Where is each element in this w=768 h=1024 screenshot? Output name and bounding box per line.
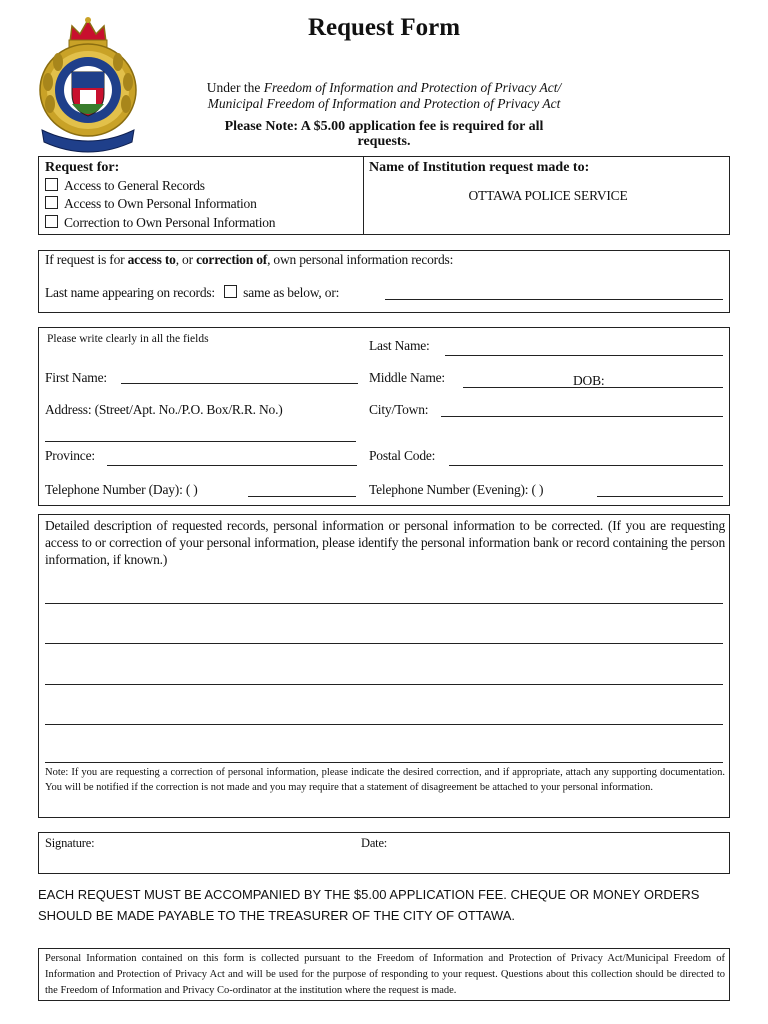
checkbox[interactable] [45,178,58,191]
fee-notice: EACH REQUEST MUST BE ACCOMPANIED BY THE $5.00 APPLICATION FEE. CHEQUE OR MONEY ORDERS SHOULD BE MADE PAYABLE TO THE TREASURER OF THE CITY OF OTTAWA. [38,887,700,923]
own-info-correction: correction of [196,252,268,267]
fee-note [200,119,568,149]
same-as-below-checkbox[interactable] [224,285,237,298]
request-for-heading: Request for: [45,160,120,175]
same-as-below-label: same as below, or: [243,285,340,300]
privacy-notice-section [38,948,730,1001]
option-label: Access to General Records [64,178,205,193]
act-prefix: Under the [206,80,264,95]
request-for-section [38,156,730,235]
own-info-access: access to [127,252,176,267]
write-clearly-instruction: Please write clearly in all the fields [47,333,209,345]
first-name-label: First Name: [45,370,107,385]
fee-note-line-2: requests. [357,134,411,149]
option-label: Access to Own Personal Information [64,196,257,211]
checkbox[interactable] [45,215,58,228]
city-field[interactable] [441,416,723,417]
first-name-field[interactable] [121,383,358,384]
date-label: Date: [361,836,388,850]
description-instructions: Detailed description of requested records, personal information or personal information to be corrected. (If you are requesting access to or correction of your personal information, please identify the personal information bank or record containing the person information, if known.) [45,518,725,567]
telephone-evening-label: Telephone Number (Evening): ( ) [369,482,544,497]
last-name-records-text: Last name appearing on records: [45,285,215,300]
province-field[interactable] [107,465,357,466]
description-line-1[interactable] [45,603,723,604]
description-line-3[interactable] [45,684,723,685]
signature-field[interactable] [109,835,349,871]
postal-code-field[interactable] [449,465,723,466]
page-title: Request Form [307,14,461,41]
telephone-day-label: Telephone Number (Day): ( ) [45,482,198,497]
request-option-own-info[interactable] [45,196,257,212]
postal-code-label: Postal Code: [369,448,436,463]
act-line-2: Municipal Freedom of Information and Protection of Privacy Act [207,96,561,111]
request-option-general[interactable] [45,178,205,194]
institution-value[interactable]: OTTAWA POLICE SERVICE [468,188,628,203]
own-info-section [38,250,730,313]
last-name-label: Last Name: [369,338,430,353]
option-label: Correction to Own Personal Information [64,215,276,230]
own-info-text [45,252,453,268]
last-name-field[interactable] [445,355,723,356]
personal-details-section [38,327,730,506]
act-line-1: Freedom of Information and Protection of Privacy Act/ [263,80,562,95]
own-info-suffix: , own personal information records: [267,252,454,267]
correction-note: Note: If you are requesting a correction of personal information, please indicate the desired correction, and if appropriate, attach any supporting documentation. You will be notified if the correction is not made and you may require that a statement of disagreement be attached to your personal information. [45,767,725,793]
description-line-4[interactable] [45,724,723,725]
description-line-2[interactable] [45,643,723,644]
act-reference [150,80,618,112]
own-info-mid: , or [175,252,197,267]
institution-heading: Name of Institution request made to: [369,160,590,175]
description-line-5[interactable] [45,762,723,763]
dob-label: DOB: [573,373,605,388]
province-label: Province: [45,448,95,463]
signature-section [38,832,730,874]
checkbox[interactable] [45,196,58,209]
description-section [38,514,730,818]
own-info-prefix: If request is for [45,252,128,267]
fee-note-line-1: Please Note: A $5.00 application fee is required for all [224,119,544,134]
privacy-notice: Personal Information contained on this form is collected pursuant to the Freedom of Information and Protection of Privacy Act/Municipal Freedom of Information and Protection of Privacy Act and will be used for the purpose of responding to your request. Questions about this collection should be directed to the Freedom of Information and Privacy Co-ordinator at the institution where the request is made. [45,953,725,996]
section-divider [363,157,364,234]
city-label: City/Town: [369,402,429,417]
middle-name-label: Middle Name: [369,370,445,385]
signature-label: Signature: [45,836,95,850]
last-name-records-field[interactable] [385,299,723,300]
address-field[interactable] [45,441,356,442]
telephone-day-field[interactable] [248,496,356,497]
date-field[interactable] [399,835,719,871]
telephone-evening-field[interactable] [597,496,723,497]
request-option-correction[interactable] [45,215,275,231]
address-label: Address: (Street/Apt. No./P.O. Box/R.R. No.) [45,402,283,417]
last-name-on-records-label [45,285,339,301]
